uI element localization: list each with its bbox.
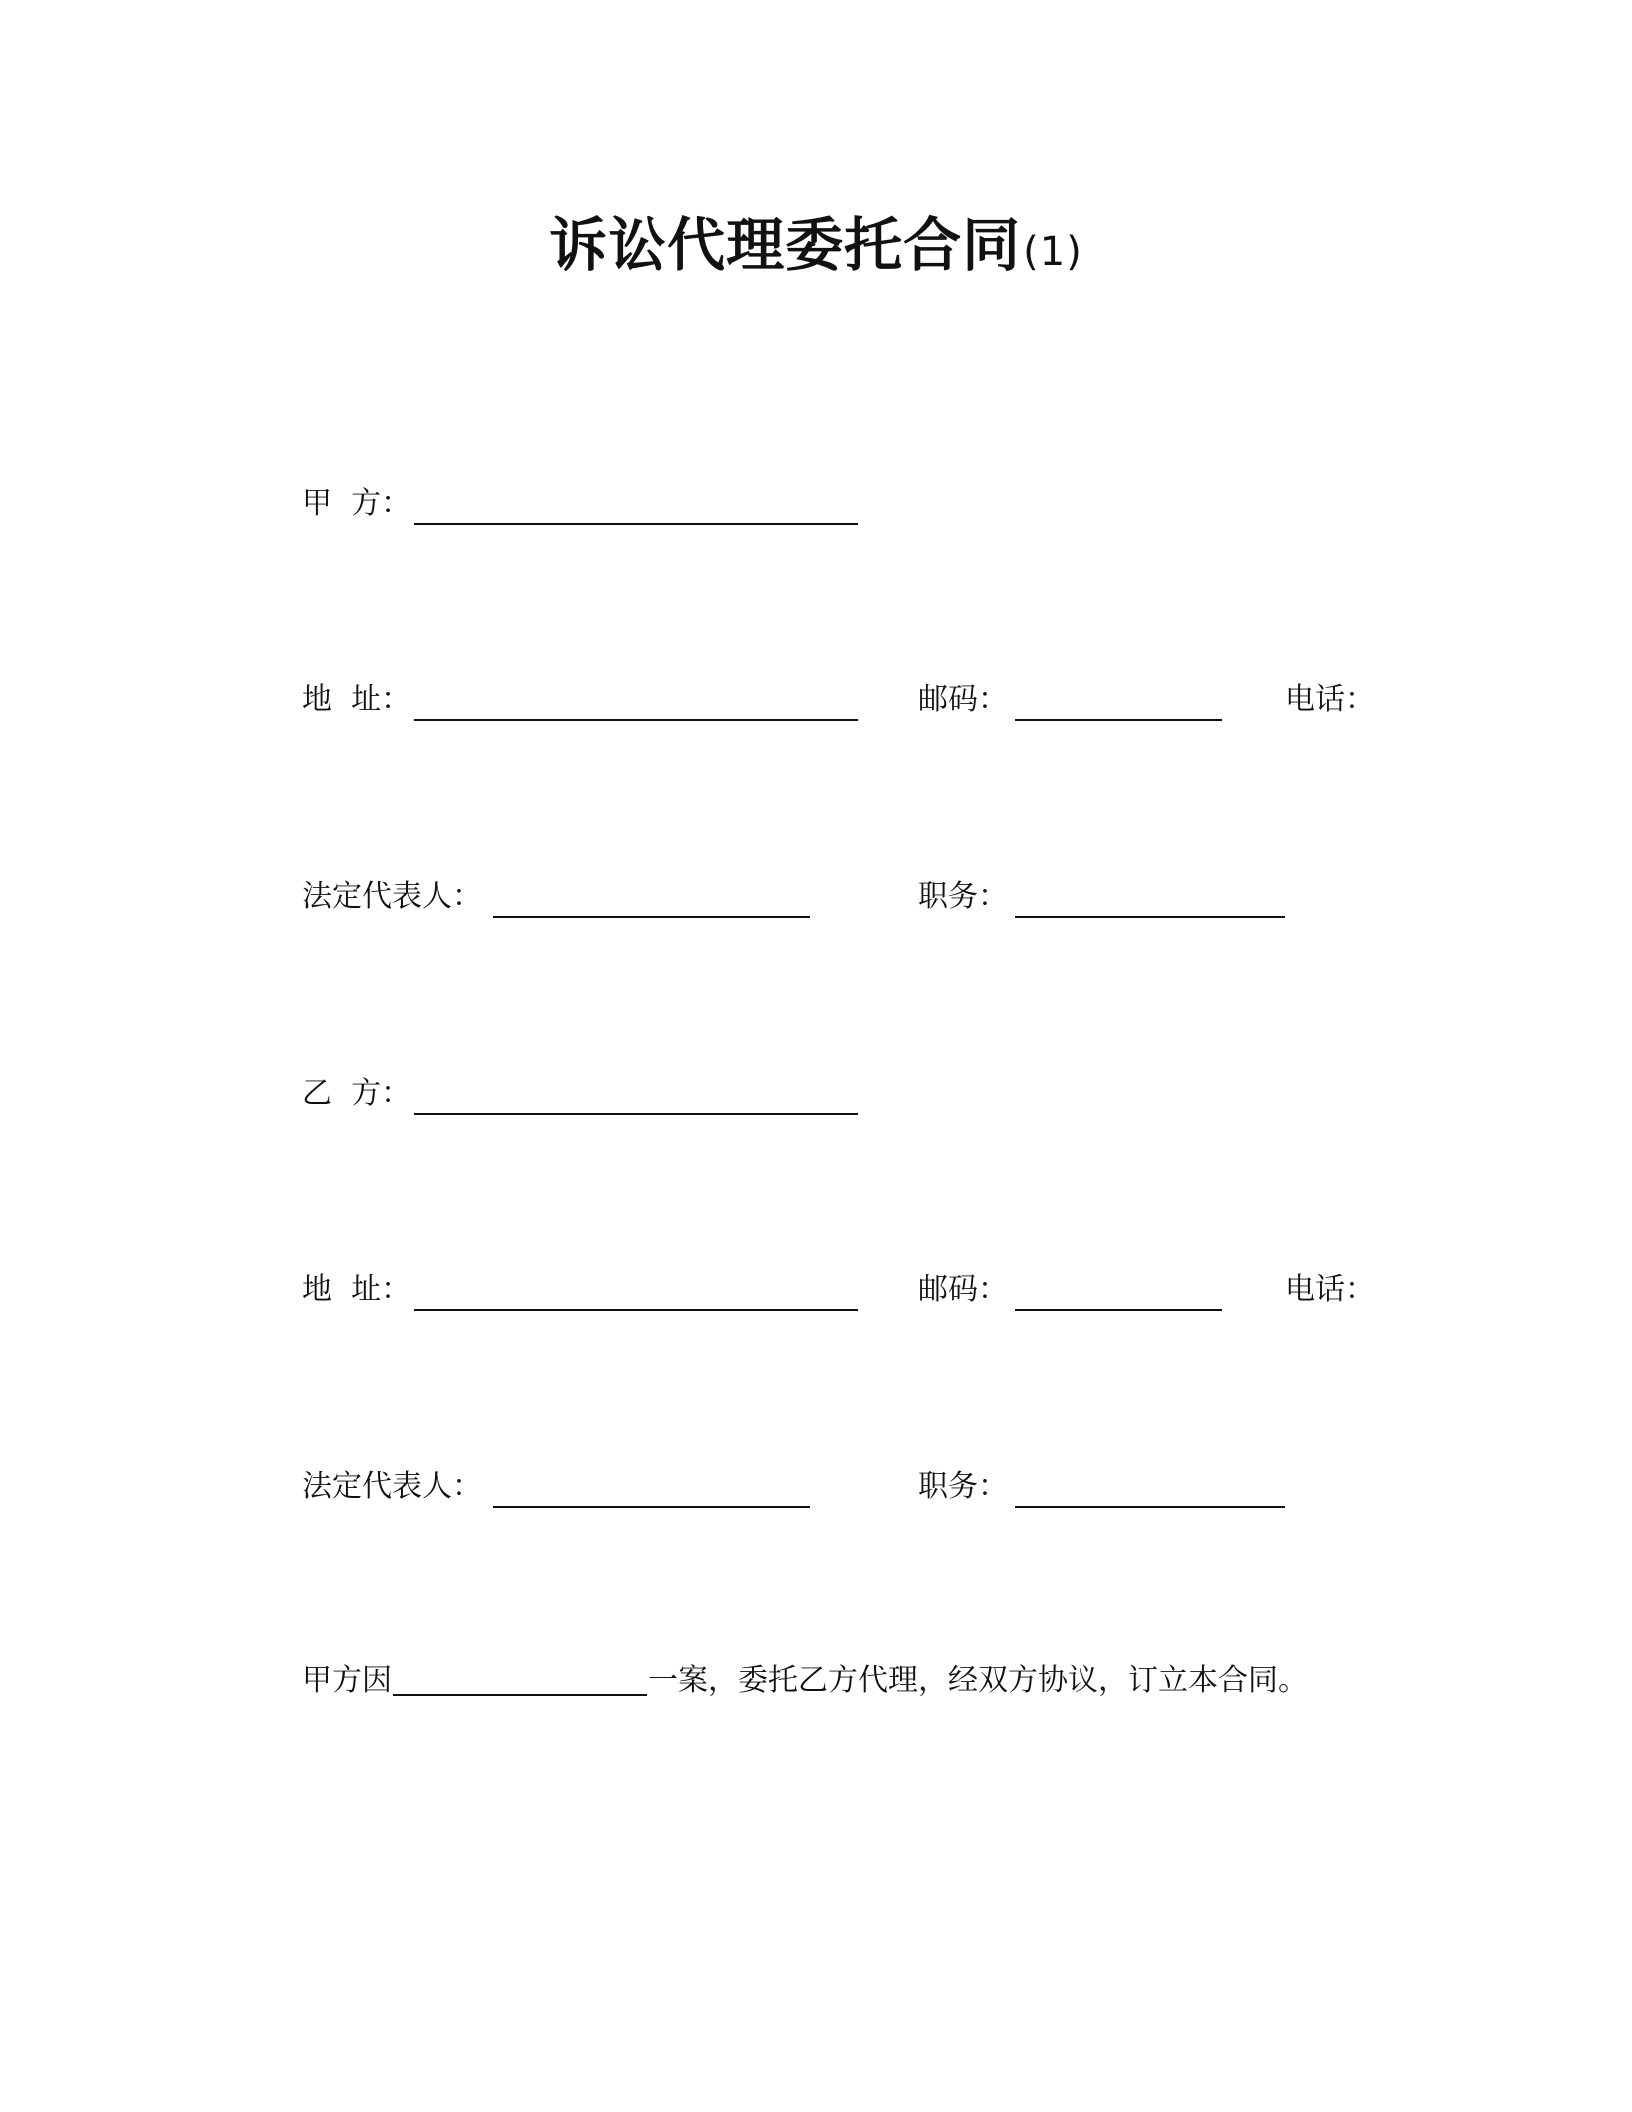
title-suffix: (1) bbox=[1023, 229, 1083, 275]
party-b-position-label: 职务： bbox=[918, 1469, 1008, 1504]
party-a-phone-label: 电话： bbox=[1285, 682, 1375, 717]
party-b-name-field[interactable] bbox=[414, 1113, 858, 1115]
party-b-legal-rep-field[interactable] bbox=[493, 1506, 810, 1508]
party-b-postcode-label: 邮码： bbox=[918, 1272, 1008, 1307]
party-a-address-field[interactable] bbox=[414, 719, 858, 721]
title-text: 诉讼代理委托合同 bbox=[549, 211, 1022, 279]
party-a-position-field[interactable] bbox=[1015, 916, 1285, 918]
party-a-legal-rep-field[interactable] bbox=[493, 916, 810, 918]
party-a-legal-rep-label: 法定代表人： bbox=[302, 879, 482, 914]
party-b-legal-rep-label: 法定代表人： bbox=[302, 1469, 482, 1504]
party-a-postcode-label: 邮码： bbox=[918, 682, 1008, 717]
preamble-suffix: 一案，委托乙方代理，经双方协议，订立本合同。 bbox=[648, 1663, 1308, 1698]
preamble-prefix: 甲方因 bbox=[302, 1663, 392, 1698]
case-name-field[interactable] bbox=[393, 1666, 647, 1696]
party-a-name-label: 甲 方： bbox=[302, 486, 412, 521]
preamble-sentence bbox=[302, 1663, 1308, 1699]
party-a-name-field[interactable] bbox=[414, 523, 858, 525]
party-b-name-label: 乙 方： bbox=[302, 1076, 412, 1111]
party-b-position-field[interactable] bbox=[1015, 1506, 1285, 1508]
party-a-position-label: 职务： bbox=[918, 879, 1008, 914]
party-b-postcode-field[interactable] bbox=[1015, 1309, 1222, 1311]
party-b-phone-label: 电话： bbox=[1285, 1272, 1375, 1307]
party-a-address-label: 地 址： bbox=[302, 682, 412, 717]
party-a-postcode-field[interactable] bbox=[1015, 719, 1222, 721]
party-b-address-label: 地 址： bbox=[302, 1272, 412, 1307]
document-title bbox=[0, 198, 1632, 282]
party-b-address-field[interactable] bbox=[414, 1309, 858, 1311]
